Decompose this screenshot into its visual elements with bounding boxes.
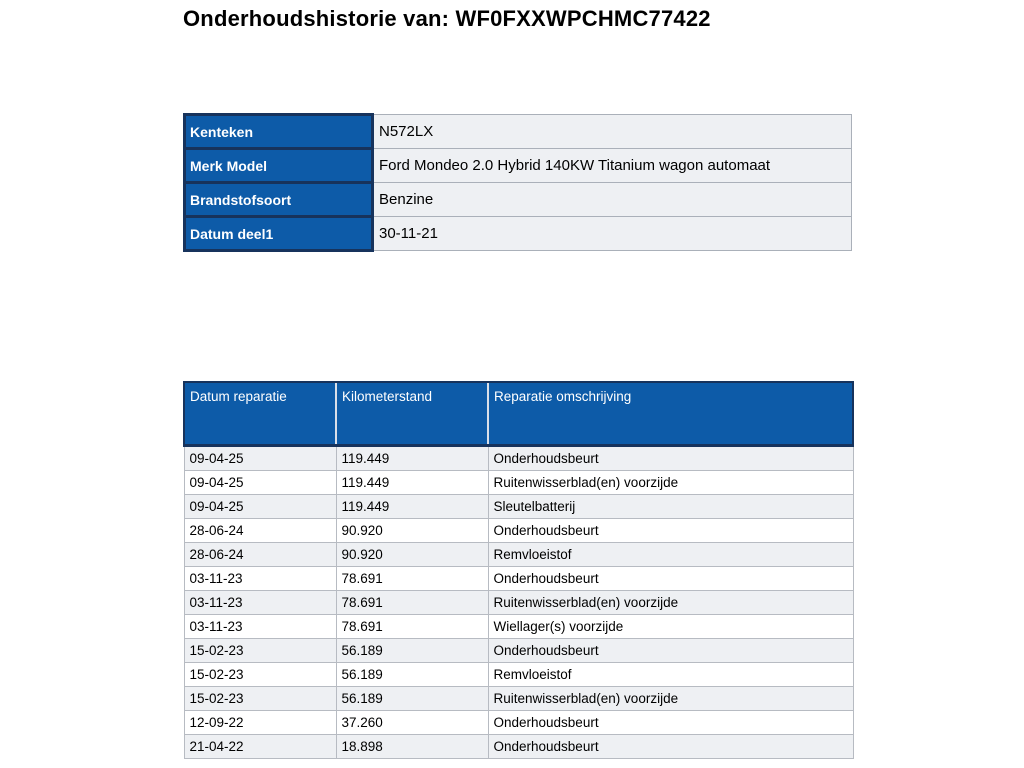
history-cell-kilometerstand: 78.691 xyxy=(336,591,488,615)
history-cell-kilometerstand: 90.920 xyxy=(336,543,488,567)
history-column-header: Datum reparatie xyxy=(184,382,336,446)
history-row xyxy=(184,471,853,495)
history-cell-datum-reparatie: 09-04-25 xyxy=(184,471,336,495)
history-cell-kilometerstand: 90.920 xyxy=(336,519,488,543)
vehicle-info-value: Ford Mondeo 2.0 Hybrid 140KW Titanium wagon automaat xyxy=(373,149,852,183)
history-cell-reparatie-omschrijving: Onderhoudsbeurt xyxy=(488,711,853,735)
history-row xyxy=(184,663,853,687)
vehicle-info-label: Kenteken xyxy=(185,115,373,149)
history-cell-reparatie-omschrijving: Ruitenwisserblad(en) voorzijde xyxy=(488,471,853,495)
history-cell-datum-reparatie: 28-06-24 xyxy=(184,519,336,543)
history-cell-datum-reparatie: 03-11-23 xyxy=(184,615,336,639)
vehicle-info-label: Merk Model xyxy=(185,149,373,183)
history-column-header: Kilometerstand xyxy=(336,382,488,446)
history-cell-kilometerstand: 56.189 xyxy=(336,687,488,711)
history-column-header: Reparatie omschrijving xyxy=(488,382,853,446)
vehicle-info-value: N572LX xyxy=(373,115,852,149)
history-cell-kilometerstand: 78.691 xyxy=(336,567,488,591)
history-cell-datum-reparatie: 21-04-22 xyxy=(184,735,336,759)
history-cell-datum-reparatie: 03-11-23 xyxy=(184,567,336,591)
history-row xyxy=(184,711,853,735)
history-cell-datum-reparatie: 12-09-22 xyxy=(184,711,336,735)
history-cell-reparatie-omschrijving: Sleutelbatterij xyxy=(488,495,853,519)
history-cell-reparatie-omschrijving: Wiellager(s) voorzijde xyxy=(488,615,853,639)
history-cell-reparatie-omschrijving: Remvloeistof xyxy=(488,543,853,567)
history-cell-datum-reparatie: 15-02-23 xyxy=(184,663,336,687)
history-cell-reparatie-omschrijving: Onderhoudsbeurt xyxy=(488,567,853,591)
history-row xyxy=(184,495,853,519)
history-cell-reparatie-omschrijving: Ruitenwisserblad(en) voorzijde xyxy=(488,687,853,711)
history-body xyxy=(184,446,853,759)
vehicle-info-label: Datum deel1 xyxy=(185,217,373,251)
history-cell-reparatie-omschrijving: Onderhoudsbeurt xyxy=(488,446,853,471)
history-cell-datum-reparatie: 15-02-23 xyxy=(184,687,336,711)
history-cell-kilometerstand: 37.260 xyxy=(336,711,488,735)
vehicle-info-label: Brandstofsoort xyxy=(185,183,373,217)
vehicle-info-value: Benzine xyxy=(373,183,852,217)
history-cell-datum-reparatie: 28-06-24 xyxy=(184,543,336,567)
history-row xyxy=(184,543,853,567)
history-cell-kilometerstand: 119.449 xyxy=(336,471,488,495)
vehicle-info-row xyxy=(185,149,852,183)
history-cell-kilometerstand: 56.189 xyxy=(336,639,488,663)
history-cell-kilometerstand: 18.898 xyxy=(336,735,488,759)
history-cell-datum-reparatie: 09-04-25 xyxy=(184,495,336,519)
history-row xyxy=(184,615,853,639)
history-cell-datum-reparatie: 09-04-25 xyxy=(184,446,336,471)
history-row xyxy=(184,591,853,615)
history-row xyxy=(184,639,853,663)
vehicle-info-body xyxy=(185,115,852,251)
history-cell-reparatie-omschrijving: Onderhoudsbeurt xyxy=(488,639,853,663)
maintenance-history-table xyxy=(183,381,854,759)
vehicle-info-row xyxy=(185,183,852,217)
history-header-row xyxy=(184,382,853,446)
history-cell-kilometerstand: 78.691 xyxy=(336,615,488,639)
page-title: Onderhoudshistorie van: WF0FXXWPCHMC77422 xyxy=(183,6,711,31)
history-row xyxy=(184,735,853,759)
history-cell-kilometerstand: 119.449 xyxy=(336,446,488,471)
history-cell-datum-reparatie: 15-02-23 xyxy=(184,639,336,663)
history-cell-reparatie-omschrijving: Remvloeistof xyxy=(488,663,853,687)
history-row xyxy=(184,519,853,543)
vehicle-info-table xyxy=(183,113,852,252)
history-cell-datum-reparatie: 03-11-23 xyxy=(184,591,336,615)
history-cell-reparatie-omschrijving: Ruitenwisserblad(en) voorzijde xyxy=(488,591,853,615)
history-cell-kilometerstand: 119.449 xyxy=(336,495,488,519)
history-cell-reparatie-omschrijving: Onderhoudsbeurt xyxy=(488,735,853,759)
history-row xyxy=(184,687,853,711)
vehicle-info-value: 30-11-21 xyxy=(373,217,852,251)
history-cell-reparatie-omschrijving: Onderhoudsbeurt xyxy=(488,519,853,543)
history-cell-kilometerstand: 56.189 xyxy=(336,663,488,687)
history-row xyxy=(184,446,853,471)
history-row xyxy=(184,567,853,591)
vehicle-info-row xyxy=(185,115,852,149)
vehicle-info-row xyxy=(185,217,852,251)
